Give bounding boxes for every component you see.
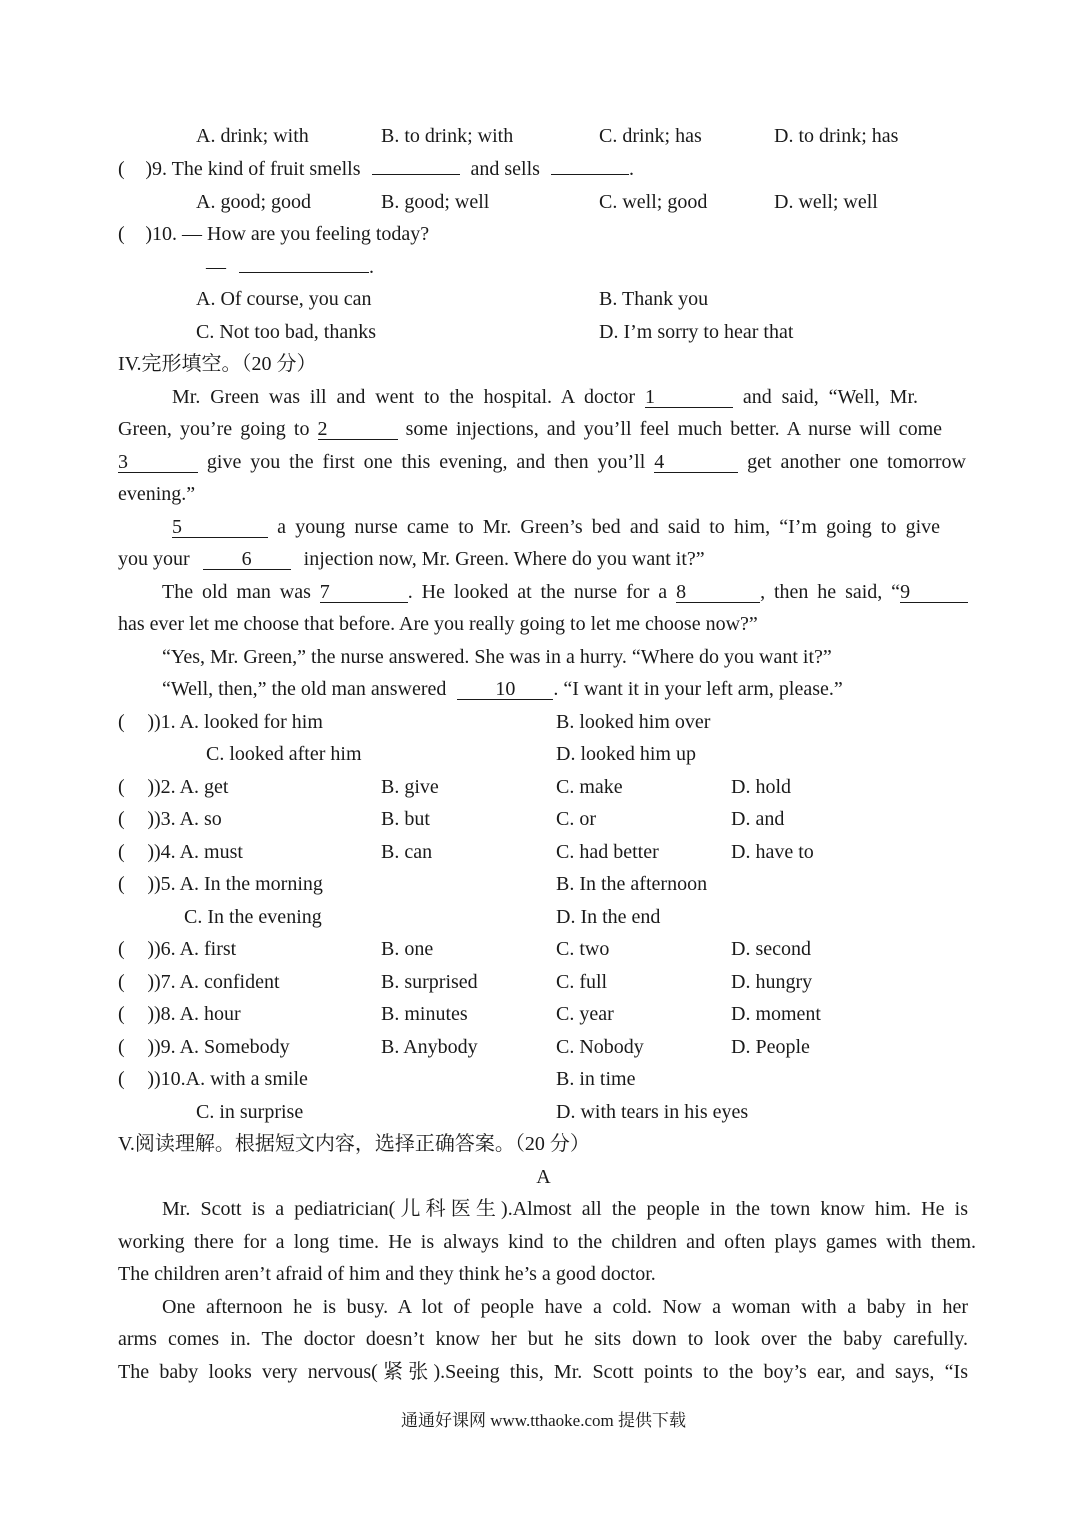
- q9-option-c: C. well; good: [599, 191, 708, 213]
- cloze-option: C. looked after him: [206, 743, 362, 765]
- q10-response: — .: [206, 256, 374, 278]
- q9-question: ( )9. The kind of fruit smells and sells .: [118, 156, 634, 182]
- cloze-option: B. but: [381, 808, 430, 830]
- cloze-blank: 2: [318, 419, 398, 440]
- q8-option-b: B. to drink; with: [381, 125, 514, 147]
- cloze-option-row: ( ))9. A. Somebody: [118, 1034, 290, 1060]
- cloze-option-row: ( ))5. A. In the morning: [118, 871, 323, 897]
- answer-bracket: [118, 806, 154, 832]
- cloze-option: C. had better: [556, 841, 659, 863]
- section-title: V.阅读理解。根据短文内容，选择正确答案。（20 分）: [118, 1133, 590, 1155]
- answer-bracket: [118, 969, 154, 995]
- cloze-option: C. year: [556, 1003, 614, 1025]
- answer-bracket: [118, 1034, 154, 1060]
- cloze-option: D. and: [731, 808, 785, 830]
- q9-option-a: A. good; good: [196, 191, 311, 213]
- passage-line: The baby looks very nervous(紧张).Seeing this, Mr. Scott points to the boy’s ear, and says, “Is: [118, 1361, 968, 1383]
- cloze-paragraph-line: The old man was 7 . He looked at the nurse for a 8 , then he said, “9: [162, 579, 968, 605]
- q9-option-b: B. good; well: [381, 191, 490, 213]
- q8-option-c: C. drink; has: [599, 125, 702, 147]
- cloze-blank: 9: [900, 582, 968, 603]
- cloze-option-row: ( ))8. A. hour: [118, 1001, 241, 1027]
- cloze-option: B. can: [381, 841, 433, 863]
- cloze-option-row: ( ))6. A. first: [118, 936, 236, 962]
- cloze-option: B. surprised: [381, 971, 478, 993]
- cloze-option: C. two: [556, 938, 610, 960]
- cloze-option-row: ( ))4. A. must: [118, 839, 243, 865]
- cloze-option: B. one: [381, 938, 434, 960]
- cloze-blank: 5: [172, 517, 268, 538]
- cloze-option: D. hungry: [731, 971, 813, 993]
- passage-line: arms comes in. The doctor doesn’t know her but he sits down to look over the baby carefully.: [118, 1328, 968, 1350]
- passage-line: Mr. Scott is a pediatrician(儿科医生).Almost all the people in the town know him. He is: [162, 1198, 968, 1220]
- answer-blank: [372, 174, 460, 175]
- cloze-paragraph-line: 5 a young nurse came to Mr. Green’s bed and said to him, “I’m going to give: [172, 516, 941, 538]
- cloze-option: D. have to: [731, 841, 814, 863]
- answer-bracket: [118, 936, 154, 962]
- cloze-blank: 4: [654, 452, 738, 473]
- cloze-option: C. Nobody: [556, 1036, 644, 1058]
- cloze-option: C. In the evening: [184, 906, 322, 928]
- cloze-option-row: ( ))1. A. looked for him: [118, 709, 323, 735]
- cloze-option: B. looked him over: [556, 711, 711, 733]
- cloze-option: B. in time: [556, 1068, 636, 1090]
- cloze-option: B. In the afternoon: [556, 873, 708, 895]
- cloze-blank: 8: [676, 582, 760, 603]
- q10-option-a: A. Of course, you can: [196, 288, 372, 310]
- q10-question: ( )10. — How are you feeling today?: [118, 221, 429, 247]
- cloze-option: C. in surprise: [196, 1101, 304, 1123]
- cloze-option: D. looked him up: [556, 743, 696, 765]
- passage-line: working there for a long time. He is always kind to the children and often plays games with them.: [118, 1231, 976, 1253]
- q10-option-d: D. I’m sorry to hear that: [599, 321, 794, 343]
- cloze-blank: 1: [645, 387, 733, 408]
- cloze-option-row: ( ))2. A. get: [118, 774, 228, 800]
- cloze-option: B. Anybody: [381, 1036, 478, 1058]
- q10-option-b: B. Thank you: [599, 288, 709, 310]
- answer-bracket: [118, 871, 154, 897]
- cloze-option: D. hold: [731, 776, 791, 798]
- cloze-blank: 7: [320, 582, 408, 603]
- cloze-option: B. give: [381, 776, 439, 798]
- cloze-option-row: ( ))3. A. so: [118, 806, 222, 832]
- answer-bracket: [118, 156, 152, 182]
- cloze-blank: 3: [118, 452, 198, 473]
- cloze-paragraph-line: “Yes, Mr. Green,” the nurse answered. She was in a hurry. “Where do you want it?”: [162, 646, 832, 668]
- cloze-option: B. minutes: [381, 1003, 468, 1025]
- q8-option-d: D. to drink; has: [774, 125, 899, 147]
- cloze-option: D. with tears in his eyes: [556, 1101, 749, 1123]
- cloze-paragraph-line: evening.”: [118, 483, 196, 505]
- answer-blank: [551, 174, 629, 175]
- answer-bracket: [118, 1001, 154, 1027]
- passage-label: A: [536, 1166, 551, 1188]
- cloze-option: C. or: [556, 808, 596, 830]
- page-footer: 通通好课网 www.tthaoke.com 提供下载: [400, 1411, 687, 1430]
- q9-option-d: D. well; well: [774, 191, 878, 213]
- cloze-option: D. In the end: [556, 906, 661, 928]
- cloze-blank: 10: [457, 679, 553, 700]
- answer-bracket: [118, 839, 154, 865]
- answer-bracket: [118, 1066, 154, 1092]
- cloze-paragraph-line: “Well, then,” the old man answered 10 . “I want it in your left arm, please.”: [162, 678, 843, 700]
- cloze-option: D. People: [731, 1036, 810, 1058]
- answer-blank: [239, 272, 369, 273]
- answer-bracket: [118, 774, 154, 800]
- passage-line: The children aren’t afraid of him and they think he’s a good doctor.: [118, 1263, 656, 1285]
- cloze-paragraph-line: 3 give you the first one this evening, and then you’ll 4 get another one tomorrow: [118, 451, 966, 473]
- cloze-option: C. full: [556, 971, 608, 993]
- section-title: IV.完形填空。（20 分）: [118, 353, 317, 375]
- cloze-paragraph-line: you your 6 injection now, Mr. Green. Where do you want it?”: [118, 548, 705, 570]
- cloze-blank: 6: [203, 549, 291, 570]
- cloze-option: C. make: [556, 776, 623, 798]
- cloze-option: D. moment: [731, 1003, 821, 1025]
- answer-bracket: [118, 221, 152, 247]
- answer-bracket: [118, 709, 154, 735]
- cloze-option-row: ( ))7. A. confident: [118, 969, 280, 995]
- cloze-option-row: ( ))10.A. with a smile: [118, 1066, 308, 1092]
- cloze-paragraph-line: Mr. Green was ill and went to the hospital. A doctor 1 and said, “Well, Mr.: [172, 386, 919, 408]
- passage-line: One afternoon he is busy. A lot of people have a cold. Now a woman with a baby in her: [162, 1296, 968, 1318]
- q10-option-c: C. Not too bad, thanks: [196, 321, 376, 343]
- cloze-paragraph-line: Green, you’re going to 2 some injections, and you’ll feel much better. A nurse will come: [118, 418, 942, 440]
- cloze-option: D. second: [731, 938, 811, 960]
- cloze-paragraph-line: has ever let me choose that before. Are you really going to let me choose now?”: [118, 613, 758, 635]
- q8-option-a: A. drink; with: [196, 125, 309, 147]
